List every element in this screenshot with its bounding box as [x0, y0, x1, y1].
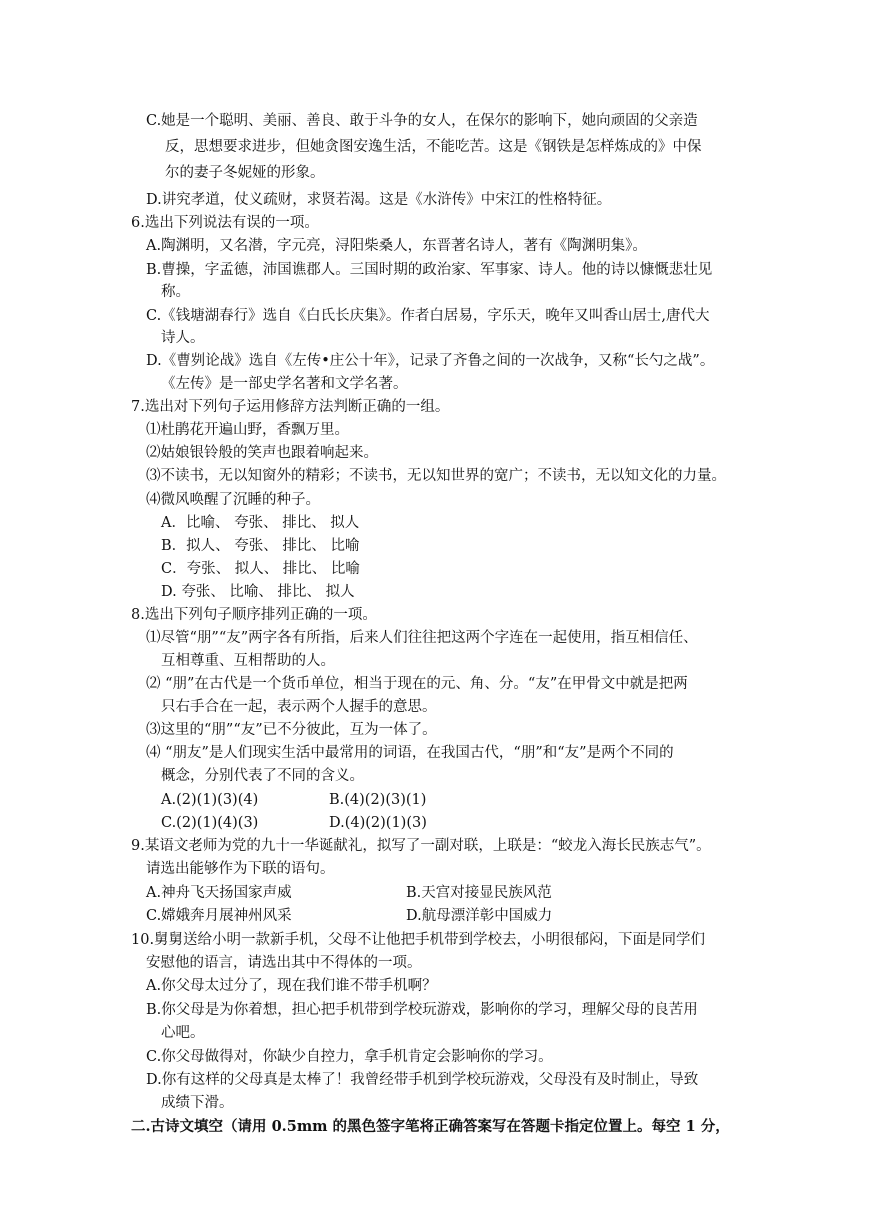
text-line: C.(2)(1)(4)(3): [161, 815, 259, 831]
text-line: D. 夸张、 比喻、 排比、 拟人: [161, 584, 355, 600]
text-line: 反，思想要求进步，但她贪图安逸生活，不能吃苦。这是《钢铁是怎样炼成的》中保: [165, 139, 702, 155]
text-line: C.嫦娥奔月展神州风采: [146, 908, 292, 924]
text-line: 互相尊重、互相帮助的人。: [161, 653, 335, 669]
text-line: 诗人。: [161, 330, 205, 346]
text-line: A.神舟飞天扬国家声威: [146, 885, 292, 901]
text-line: D.《曹刿论战》选自《左传•庄公十年》，记录了齐鲁之间的一次战争，又称“长勺之战”。: [146, 353, 715, 369]
text-line: C．夸张、 拟人、 排比、 比喻: [161, 561, 360, 577]
text-line: C.《钱塘湖春行》选自《白氏长庆集》。作者白居易，字乐天，晚年又叫香山居士,唐代大: [146, 308, 710, 324]
text-line: D.讲究孝道，仗义疏财，求贤若渴。这是《水浒传》中宋江的性格特征。: [146, 192, 612, 208]
text-line: 6.选出下列说法有误的一项。: [131, 215, 319, 231]
text-line: B.你父母是为你着想，担心把手机带到学校玩游戏，影响你的学习，理解父母的良苦用: [146, 1002, 698, 1018]
text-line: B．拟人、 夸张、 排比、 比喻: [161, 538, 360, 554]
text-line: ⑴杜鹃花开遍山野，香飘万里。: [146, 422, 349, 438]
text-line: 心吧。: [161, 1025, 205, 1041]
text-line: 《左传》是一部史学名著和文学名著。: [161, 376, 408, 392]
text-line: 称。: [161, 284, 190, 300]
text-line: A．比喻、 夸张、 排比、 拟人: [161, 515, 360, 531]
text-line: C.你父母做得对，你缺少自控力，拿手机肯定会影响你的学习。: [146, 1049, 553, 1065]
text-line: A.(2)(1)(3)(4): [161, 792, 259, 808]
text-line: 7.选出对下列句子运用修辞方法判断正确的一组。: [131, 399, 450, 415]
text-line: ⑷ “朋友”是人们现实生活中最常用的词语，在我国古代，“朋”和“友”是两个不同的: [146, 745, 674, 761]
text-line: B.天宫对接显民族风范: [406, 885, 552, 901]
text-line: B.(4)(2)(3)(1): [329, 792, 427, 808]
text-line: 安慰他的语言，请选出其中不得体的一项。: [146, 955, 422, 971]
text-line: D.你有这样的父母真是太棒了！我曾经带手机到学校玩游戏，父母没有及时制止，导致: [146, 1072, 699, 1088]
text-line: A.陶渊明，又名潜，字元亮，浔阳柴桑人，东晋著名诗人，著有《陶渊明集》。: [146, 238, 647, 254]
text-line: 只右手合在一起，表示两个人握手的意思。: [161, 699, 437, 715]
text-line: ⑴尽管“朋”“友”两字各有所指，后来人们往往把这两个字连在一起使用，指互相信任、: [146, 630, 698, 646]
text-line: 请选出能够作为下联的语句。: [146, 861, 335, 877]
text-line: ⑶这里的“朋”“友”已不分彼此，互为一体了。: [146, 722, 437, 738]
text-line: 尔的妻子冬妮娅的形象。: [165, 165, 325, 181]
text-line: 9.某语文老师为党的九十一华诞献礼，拟写了一副对联，上联是：“蛟龙入海长民族志气”。: [131, 838, 711, 854]
text-line: ⑵姑娘银铃般的笑声也跟着响起来。: [146, 445, 378, 461]
text-line: 概念，分别代表了不同的含义。: [161, 768, 364, 784]
text-line: B.曹操，字孟德，沛国谯郡人。三国时期的政治家、军事家、诗人。他的诗以慷慨悲壮见: [146, 262, 713, 278]
text-line: ⑶不读书，无以知窗外的精彩；不读书，无以知世界的宽广；不读书，无以知文化的力量。: [146, 468, 726, 484]
text-line: ⑵ “朋”在古代是一个货币单位，相当于现在的元、角、分。“友”在甲骨文中就是把两: [146, 676, 688, 692]
text-line: 成绩下滑。: [161, 1095, 234, 1111]
text-line: 8.选出下列句子顺序排列正确的一项。: [131, 607, 377, 623]
text-line: 10.舅舅送给小明一款新手机，父母不让他把手机带到学校去，小明很郁闷，下面是同学们: [131, 932, 706, 948]
text-line: D.(4)(2)(1)(3): [329, 815, 427, 831]
text-line: C.她是一个聪明、美丽、善良、敢于斗争的女人，在保尔的影响下，她向顽固的父亲造: [146, 113, 698, 129]
text-line: A.你父母太过分了，现在我们谁不带手机啊？: [146, 978, 437, 994]
text-line: D.航母漂洋彰中国威力: [406, 908, 553, 924]
text-line: ⑷微风唤醒了沉睡的种子。: [146, 492, 320, 508]
section-heading: 二.古诗文填空（请用 0.5mm 的黑色签字笔将正确答案写在答题卡指定位置上。每空 1 分，: [131, 1118, 730, 1135]
